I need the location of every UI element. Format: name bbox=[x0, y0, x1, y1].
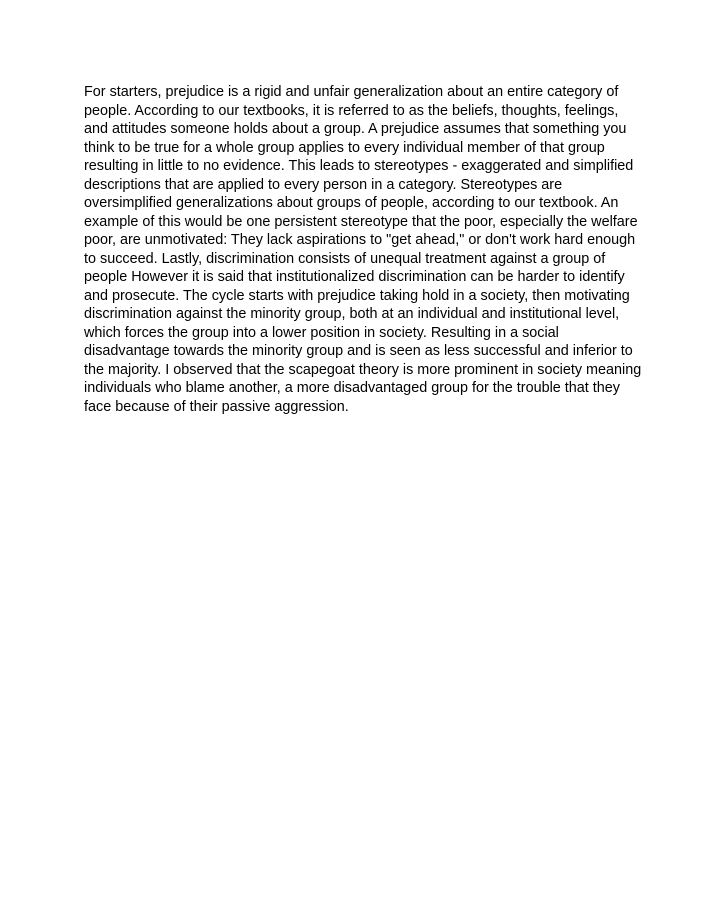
paragraph-line: to succeed. Lastly, discrimination consists of unequal treatment against a group of bbox=[84, 250, 606, 267]
paragraph-line: poor, are unmotivated: They lack aspirations to "get ahead," or don't work hard enough bbox=[84, 232, 636, 248]
paragraph-line: and prosecute. The cycle starts with prejudice taking hold in a society, then motivating bbox=[84, 287, 630, 304]
paragraph-line: resulting in little to no evidence. This leads to stereotypes - exaggerated and simplified bbox=[84, 158, 634, 174]
paragraph-line: descriptions that are applied to every person in a category. Stereotypes are bbox=[84, 176, 563, 193]
paragraph-line: For starters, prejudice is a rigid and unfair generalization about an entire category of bbox=[84, 84, 619, 100]
paragraph-line: the majority. I observed that the scapegoat theory is more prominent in society meaning bbox=[84, 361, 642, 378]
paragraph-line: discrimination against the minority group, both at an individual and institutional level, bbox=[84, 306, 620, 322]
paragraph-line: people. According to our textbooks, it is referred to as the beliefs, thoughts, feelings, bbox=[84, 102, 619, 119]
paragraph-line: and attitudes someone holds about a group. A prejudice assumes that something you bbox=[84, 121, 627, 137]
paragraph-line: face because of their passive aggression. bbox=[84, 398, 349, 415]
paragraph-line: individuals who blame another, a more disadvantaged group for the trouble that they bbox=[84, 380, 620, 396]
body-paragraph bbox=[84, 83, 644, 416]
paragraph-line: oversimplified generalizations about groups of people, according to our textbook. An bbox=[84, 195, 619, 211]
paragraph-line: disadvantage towards the minority group and is seen as less successful and inferior to bbox=[84, 343, 633, 359]
paragraph-line: which forces the group into a lower position in society. Resulting in a social bbox=[84, 324, 559, 341]
paragraph-line: think to be true for a whole group applies to every individual member of that group bbox=[84, 139, 605, 156]
paragraph-line: people However it is said that institutionalized discrimination can be harder to identify bbox=[84, 269, 625, 285]
paragraph-line: example of this would be one persistent stereotype that the poor, especially the welfare bbox=[84, 213, 638, 230]
